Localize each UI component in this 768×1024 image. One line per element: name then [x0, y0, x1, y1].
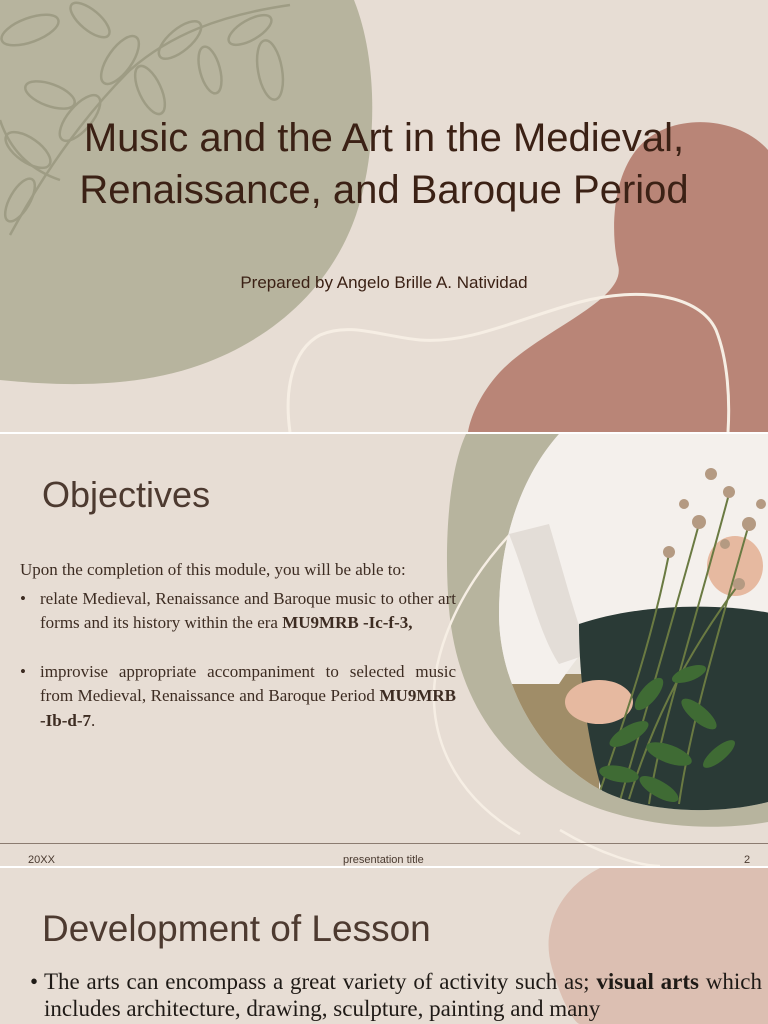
- objectives-list: [20, 587, 456, 734]
- objectives-body: [20, 558, 456, 757]
- bullet-icon: •: [20, 661, 26, 681]
- objectives-slide: [0, 434, 768, 866]
- competency-code: MU9MRB -Ib-d-7: [40, 686, 456, 730]
- list-item: • improvise appropriate accompaniment to selected music from Medieval, Renaissance and Baroque Period MU9MRB -Ib-d-7.: [20, 661, 456, 730]
- footer-date: 20XX: [28, 854, 55, 866]
- development-paragraph: The arts can encompass a great variety of activity such as; visual arts which includes architecture, drawing, sculpture, painting and many: [44, 969, 762, 1021]
- development-slide: [0, 868, 768, 1024]
- bullet-icon: •: [30, 969, 39, 994]
- objectives-intro: Upon the completion of this module, you will be able to:: [20, 560, 406, 579]
- development-body: [30, 968, 762, 1022]
- bullet-icon: •: [20, 588, 26, 608]
- presentation-title: Music and the Art in the Medieval, Renaissance, and Baroque Period: [79, 116, 689, 212]
- competency-code: MU9MRB -Ic-f-3,: [282, 613, 413, 632]
- slide-footer: [0, 843, 768, 866]
- footer-title: presentation title: [343, 854, 424, 866]
- presentation-subtitle: Prepared by Angelo Brille A. Natividad: [240, 273, 528, 292]
- objectives-heading: Objectives: [42, 474, 211, 515]
- slide1-decoration: [0, 0, 768, 432]
- woman-holding-dried-flowers-photo: [492, 434, 768, 814]
- title-slide: [0, 0, 768, 432]
- list-item: • relate Medieval, Renaissance and Baroque music to other art forms and its history within the era MU9MRB -Ic-f-3,: [20, 588, 456, 632]
- visual-arts-term: visual arts: [596, 969, 699, 994]
- footer-page-number: 2: [744, 854, 751, 866]
- development-heading: Development of Lesson: [42, 908, 431, 949]
